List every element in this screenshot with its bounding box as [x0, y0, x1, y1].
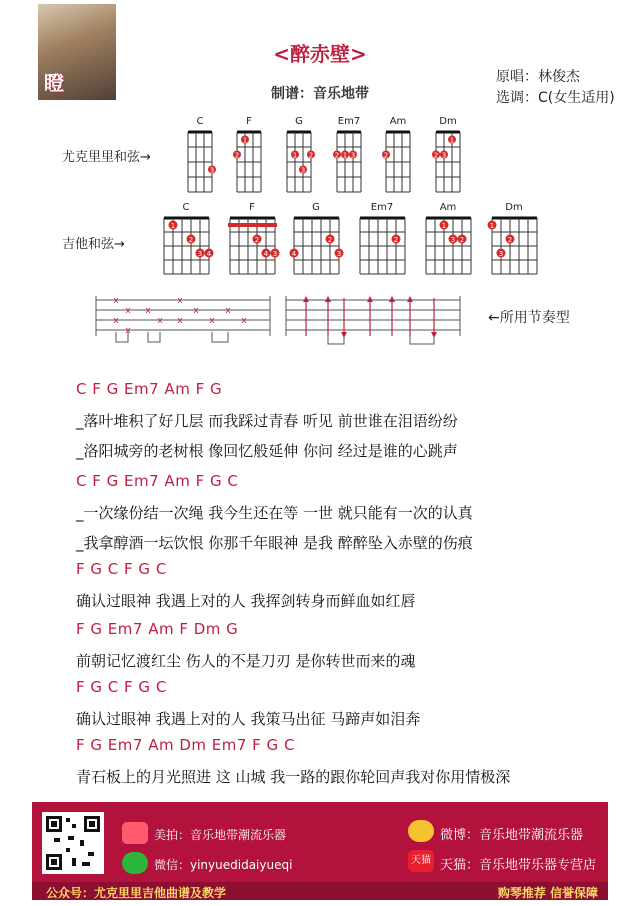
guitar-chord-am	[426, 202, 471, 274]
rhythm-mark: x	[125, 306, 131, 316]
qr-icon	[42, 812, 104, 874]
ukulele-chord-dm	[432, 116, 460, 192]
finger-number: 3	[441, 151, 447, 160]
chord-line: F G Em7 Am F Dm G	[76, 620, 239, 638]
guitar-chord-c	[164, 202, 214, 274]
rhythm-mark: x	[209, 316, 215, 326]
guitar-chord-em7	[360, 202, 405, 274]
finger-number: 4	[206, 250, 212, 258]
finger-number: 3	[197, 250, 203, 258]
ukulele-chord-am	[382, 116, 410, 192]
finger-number: 2	[234, 151, 240, 160]
meipai-icon	[122, 822, 148, 844]
finger-number: 2	[383, 151, 389, 160]
chord-name: G	[295, 116, 303, 127]
gongzhonghao-text: 公众号：尤克里里吉他曲谱及教学	[46, 886, 227, 900]
key-selection: 选调：C(女生适用)	[496, 90, 615, 106]
finger-number: 1	[449, 136, 455, 145]
weibo-text: 微博：音乐地带潮流乐器	[440, 828, 584, 843]
finger-number: 3	[498, 250, 504, 258]
chord-line: C F G Em7 Am F G C	[76, 472, 239, 490]
chord-line: F G Em7 Am Dm Em7 F G C	[76, 736, 295, 754]
finger-number: 3	[350, 151, 356, 160]
wechat-text: 微信：yinyuedidaiyueqi	[154, 858, 293, 872]
lyric-line: _一次缘份结一次绳 我今生还在等 一世 就只能有一次的认真	[76, 504, 473, 522]
chord-name: C	[182, 202, 190, 213]
rhythm-mark: x	[177, 296, 183, 306]
chord-name: Am	[439, 202, 457, 213]
ukulele-chord-f	[233, 116, 261, 192]
finger-number: 4	[263, 250, 269, 258]
footer-banner	[32, 802, 608, 900]
rhythm-label: ←所用节奏型	[488, 310, 570, 326]
credit: 制谱：音乐地带	[271, 86, 369, 102]
chord-name: Em7	[370, 202, 394, 213]
finger-number: 3	[300, 166, 306, 175]
rhythm-mark: x	[225, 306, 231, 316]
finger-number: 2	[334, 151, 340, 160]
guitar-chord-dm	[488, 202, 538, 274]
guitar-chord-f	[228, 202, 280, 274]
original-singer: 原唱：林俊杰	[496, 69, 580, 85]
chord-name: F	[249, 202, 255, 213]
ukulele-chord-c	[188, 116, 216, 192]
chord-name: Em7	[337, 116, 361, 127]
finger-number: 1	[170, 222, 176, 230]
chord-name: Am	[389, 116, 407, 127]
song-title: <醉赤壁>	[273, 42, 367, 66]
photo-caption: 瞪	[44, 71, 64, 95]
chord-name: Dm	[439, 116, 457, 127]
finger-number: 2	[254, 236, 260, 244]
lyric-line: 青石板上的月光照进 这 山城 我一路的跟你轮回声我对你用情极深	[76, 768, 511, 786]
rhythm-mark: x	[157, 316, 163, 326]
meipai-text: 美拍：音乐地带潮流乐器	[154, 828, 287, 842]
ukulele-chord-g	[287, 116, 315, 192]
finger-number: 3	[272, 250, 278, 258]
lyric-line: 确认过眼神 我遇上对的人 我策马出征 马蹄声如泪奔	[76, 710, 421, 728]
finger-number: 1	[242, 136, 248, 145]
lyric-line: _我拿醇酒一坛饮恨 你那千年眼神 是我 醉醉坠入赤壁的伤痕	[76, 534, 473, 552]
chord-diagrams	[0, 110, 640, 280]
finger-number: 2	[188, 236, 194, 244]
guitar-label: 吉他和弦→	[62, 237, 125, 252]
qr-code[interactable]	[42, 812, 104, 874]
rhythm-mark: x	[241, 316, 247, 326]
finger-number: 3	[450, 236, 456, 244]
finger-number: 1	[342, 151, 348, 160]
finger-number: 3	[336, 250, 342, 258]
finger-number: 2	[507, 236, 513, 244]
weibo-icon	[408, 820, 434, 842]
chord-line: F G C F G C	[76, 560, 167, 578]
finger-number: 2	[393, 236, 399, 244]
chord-name: Dm	[505, 202, 523, 213]
footer-bottom-bar	[32, 882, 608, 900]
ukulele-chord-em7	[333, 116, 361, 192]
finger-number: 1	[441, 222, 447, 230]
ukulele-label: 尤克里里和弦→	[62, 150, 151, 165]
chord-line: C F G Em7 Am F G	[76, 380, 223, 398]
ukulele-chords	[188, 116, 460, 192]
finger-number: 3	[209, 166, 215, 175]
tmall-icon: 天猫	[408, 850, 434, 872]
rhythm-mark: x	[113, 296, 119, 306]
finger-number: 2	[433, 151, 439, 160]
lyric-line: 确认过眼神 我遇上对的人 我挥剑转身而鲜血如红唇	[76, 592, 416, 610]
chord-name: F	[246, 116, 252, 127]
slogan-text: 购琴推荐 信誉保障	[497, 886, 598, 900]
finger-number: 2	[459, 236, 465, 244]
finger-number: 2	[327, 236, 333, 244]
rhythm-patterns	[88, 292, 468, 354]
lyric-line: _落叶堆积了好几层 而我踩过青春 听见 前世谁在泪语纷纷	[76, 412, 458, 430]
wechat-icon	[122, 852, 148, 874]
finger-number: 4	[291, 250, 297, 258]
finger-number: 1	[292, 151, 298, 160]
lyric-line: _洛阳城旁的老树根 像回忆般延伸 你问 经过是谁的心跳声	[76, 442, 458, 460]
rhythm-mark: x	[177, 316, 183, 326]
chord-name: G	[312, 202, 320, 213]
finger-number: 1	[489, 222, 495, 230]
rhythm-mark: x	[113, 316, 119, 326]
rhythm-mark: x	[145, 306, 151, 316]
chord-name: C	[196, 116, 204, 127]
lyric-line: 前朝记忆渡红尘 伤人的不是刀刃 是你转世而来的魂	[76, 652, 416, 670]
guitar-chord-g	[290, 202, 344, 274]
rhythm-mark: x	[193, 306, 199, 316]
tmall-text: 天猫：音乐地带乐器专营店	[440, 858, 597, 873]
finger-number: 2	[308, 151, 314, 160]
guitar-chords	[164, 202, 537, 274]
rhythm-mark: x	[125, 326, 131, 336]
chord-line: F G C F G C	[76, 678, 167, 696]
